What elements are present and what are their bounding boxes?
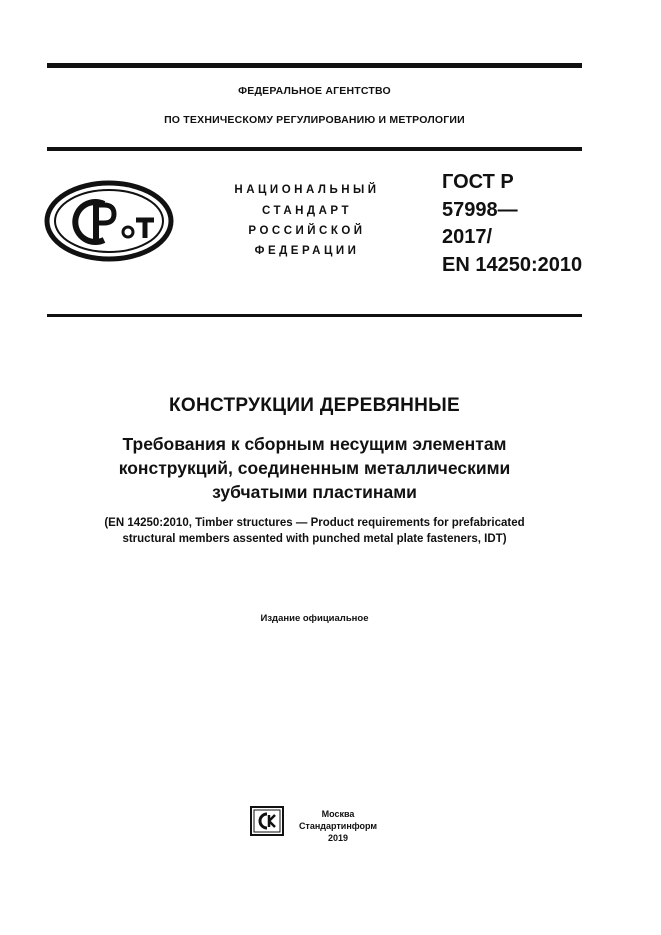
publisher-year: 2019 [327, 833, 349, 843]
publisher-info [296, 808, 380, 844]
standartinform-logo-icon [250, 806, 284, 836]
designation-line-3: 2017/ [442, 226, 493, 248]
english-title-line-1: (EN 14250:2010, Timber structures — Product requirements for prefabricated [104, 517, 525, 529]
subtitle-line-1: Требования к сборным несущим элементам [122, 434, 507, 454]
designation-line-2: 57998— [442, 199, 518, 221]
publisher-name: Стандартинформ [298, 821, 378, 831]
subtitle-line-2: конструкций, соединенным металлическими [118, 458, 511, 478]
national-line-3: РОССИЙСКОЙ [248, 225, 366, 237]
subtitle [47, 432, 582, 504]
agency-line-1: ФЕДЕРАЛЬНОЕ АГЕНТСТВО [238, 85, 391, 97]
national-line-2: СТАНДАРТ [262, 205, 352, 217]
header-rule [47, 147, 582, 151]
edition-label: Издание официальное [260, 613, 369, 624]
top-rule [47, 63, 582, 68]
english-title [47, 515, 582, 547]
block-rule [47, 314, 582, 317]
subtitle-line-3: зубчатыми пластинами [212, 482, 417, 502]
designation-line-4: EN 14250:2010 [442, 254, 583, 276]
national-line-4: ФЕДЕРАЦИИ [254, 245, 360, 257]
main-title: КОНСТРУКЦИИ ДЕРЕВЯННЫЕ [168, 395, 461, 416]
agency-line-2: ПО ТЕХНИЧЕСКОМУ РЕГУЛИРОВАНИЮ И МЕТРОЛОГИИ [164, 114, 465, 126]
national-line-1: НАЦИОНАЛЬНЫЙ [234, 184, 380, 196]
designation-line-1: ГОСТ Р [442, 171, 514, 193]
publisher-city: Москва [321, 809, 355, 819]
english-title-line-2: structural members assented with punched metal plate fasteners, IDT) [122, 533, 507, 545]
rst-conformity-mark-icon [44, 180, 174, 262]
